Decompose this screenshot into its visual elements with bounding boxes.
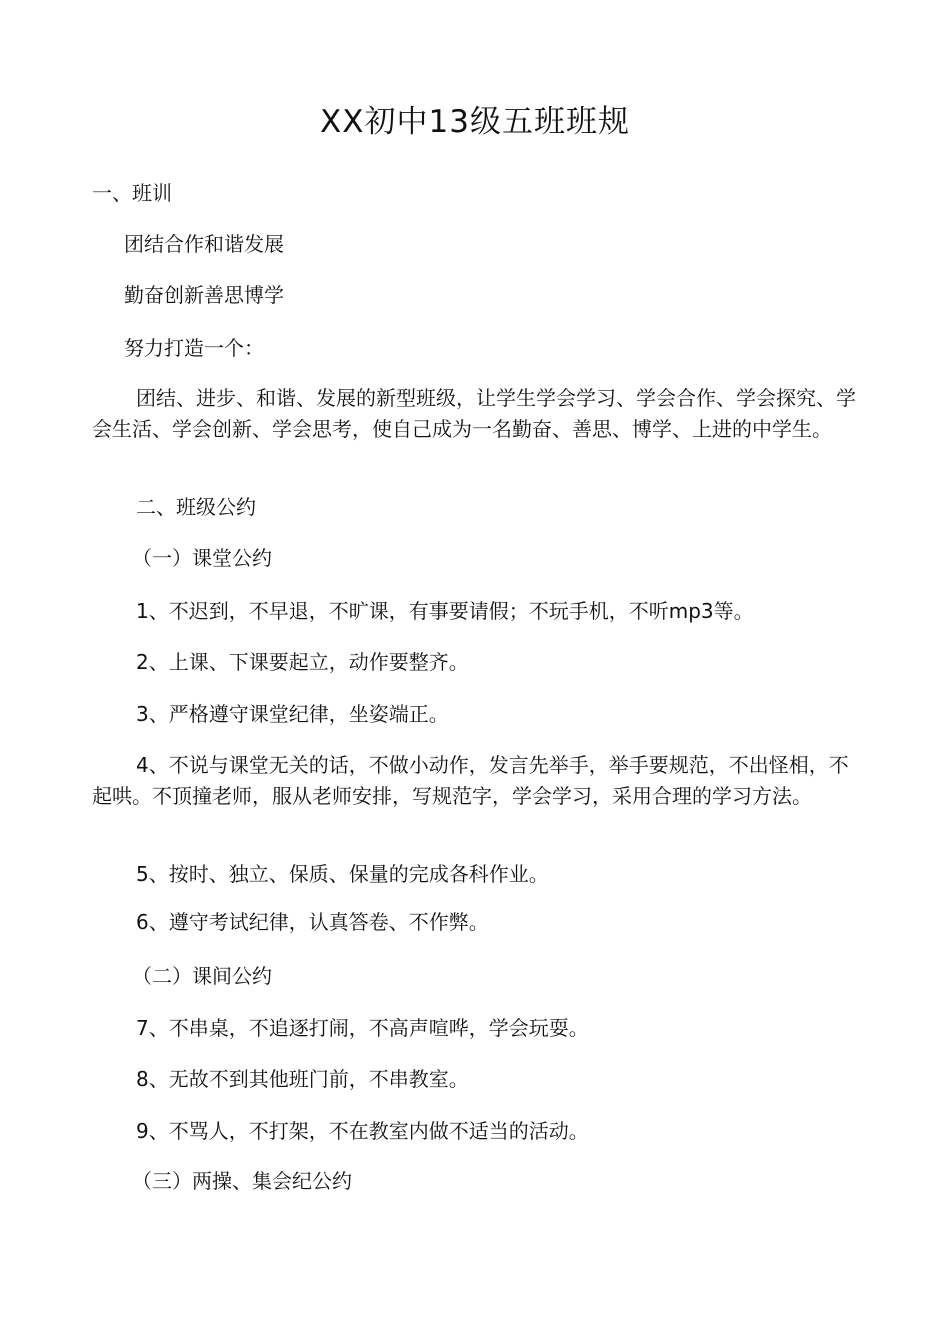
goal-paragraph: 团结、进步、和谐、发展的新型班级，让学生学会学习、学会合作、学会探究、学会生活、学会创新、学会思考，使自己成为一名勤奋、善思、博学、上进的中学生。: [92, 386, 856, 441]
section-heading-class-motto: 一、班训: [92, 181, 172, 205]
section-heading-class-rules: 二、班级公约: [136, 495, 256, 519]
rule-item-3: 3、严格遵守课堂纪律，坐姿端正。: [136, 702, 449, 726]
rule-item-2: 2、上课、下课要起立，动作要整齐。: [136, 650, 469, 674]
motto-line-1: 团结合作和谐发展: [124, 232, 284, 256]
rule-item-9: 9、不骂人，不打架，不在教室内做不适当的活动。: [136, 1119, 589, 1143]
rule-item-4: 4、不说与课堂无关的话，不做小动作，发言先举手，举手要规范，不出怪相，不起哄。不顶撞老师，服从老师安排，写规范字，学会学习，采用合理的学习方法。: [92, 753, 849, 808]
rule-item-5: 5、按时、独立、保质、保量的完成各科作业。: [136, 862, 549, 886]
rule-item-8: 8、无故不到其他班门前，不串教室。: [136, 1067, 469, 1091]
subsection-heading-assembly: （三）两操、集会纪公约: [132, 1169, 352, 1193]
document-title: XX初中13级五班班规: [320, 104, 630, 140]
rule-item-1: 1、不迟到，不早退，不旷课，有事要请假；不玩手机，不听mp3等。: [136, 599, 754, 623]
motto-line-2: 勤奋创新善思博学: [124, 283, 284, 307]
rule-item-6: 6、遵守考试纪律，认真答卷、不作弊。: [136, 910, 489, 934]
goal-intro: 努力打造一个：: [124, 336, 264, 360]
subsection-heading-classroom: （一）课堂公约: [132, 546, 272, 570]
subsection-heading-recess: （二）课间公约: [132, 964, 272, 988]
rule-item-7: 7、不串桌，不追逐打闹，不高声喧哗，学会玩耍。: [136, 1016, 589, 1040]
